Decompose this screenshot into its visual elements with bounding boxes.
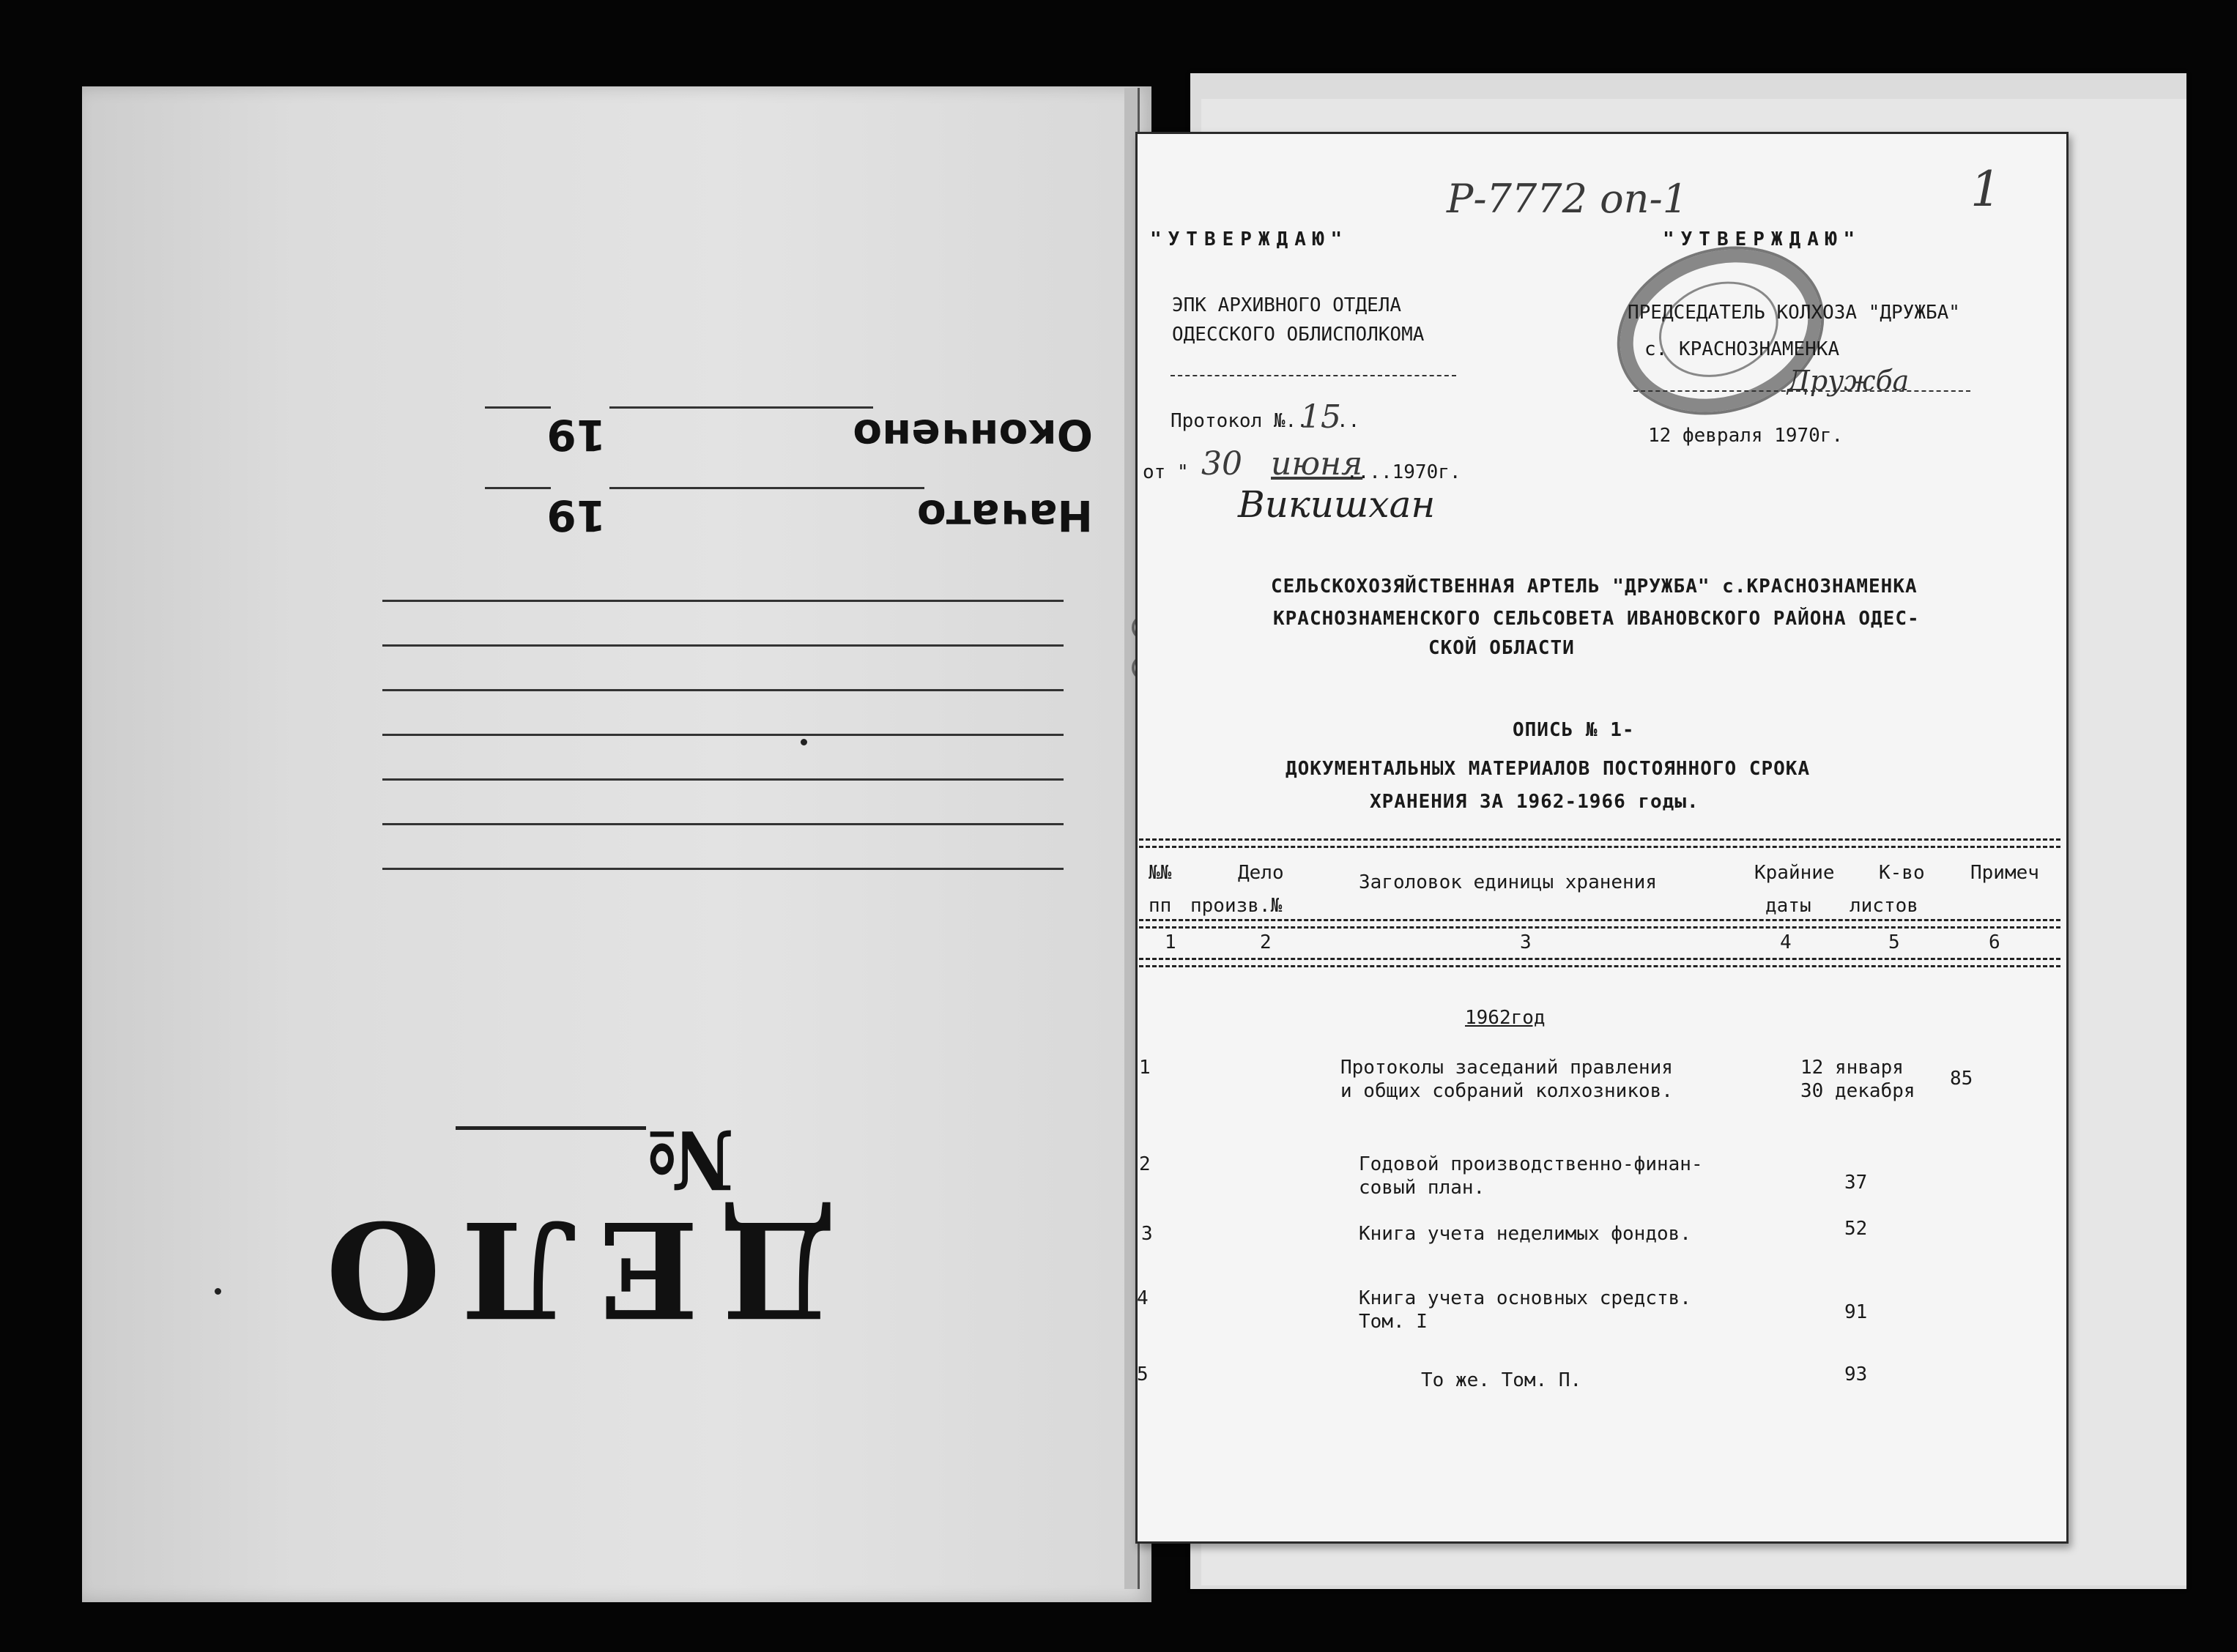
row-title-cont: Том. I: [1359, 1311, 1428, 1333]
sheet-number: 1: [1970, 161, 2001, 217]
col-number: 5: [1888, 931, 1900, 953]
col-title-header: Заголовок единицы хранения: [1359, 871, 1657, 893]
table-top-rule: [1139, 838, 2060, 848]
approve-left: "УТВЕРЖДАЮ": [1150, 228, 1349, 250]
cover-mark: [801, 739, 807, 745]
col-sheets-header-sub: листов: [1850, 895, 1918, 917]
col-case-header-sub: произв.№: [1190, 895, 1283, 917]
right-signature-line: [1633, 390, 1970, 392]
col-num-header-sub: пп: [1149, 895, 1172, 917]
row-title: Протоколы заседаний правления: [1340, 1057, 1673, 1079]
approve-right: "УТВЕРЖДАЮ": [1663, 228, 1862, 250]
left-org-line1: ЭПК АРХИВНОГО ОТДЕЛА: [1172, 294, 1402, 316]
date-month: июня: [1271, 445, 1363, 483]
archive-note: Р-7772 оп-1: [1447, 176, 1688, 222]
row-title: Книга учета неделимых фондов.: [1359, 1223, 1691, 1245]
cover-started-year-line: [485, 487, 551, 489]
col-number: 2: [1260, 931, 1272, 953]
cover-finished-year-line: [485, 406, 551, 409]
cover-line: [382, 868, 1064, 870]
row-sheets: 91: [1844, 1301, 1868, 1323]
col-number: 1: [1165, 931, 1176, 953]
cover-finished-label: Окончено: [853, 410, 1093, 460]
cover-line: [382, 778, 1064, 781]
table-numbers-rule: [1139, 958, 2060, 967]
opis-subtitle1: ДОКУМЕНТАЛЬНЫХ МАТЕРИАЛОВ ПОСТОЯННОГО СРОКА: [1286, 758, 1811, 780]
right-org-line2: с. КРАСНОЗНАМЕНКА: [1644, 338, 1840, 360]
row-sheets: 85: [1950, 1068, 1973, 1090]
table-header-rule: [1139, 919, 2060, 929]
row-number: 4: [1137, 1287, 1149, 1309]
date-day: 30: [1201, 445, 1242, 483]
row-sheets: 93: [1844, 1363, 1868, 1385]
col-dates-header: Крайние: [1754, 862, 1835, 884]
date-suffix: ....1970г.: [1346, 461, 1461, 483]
cover-mark: [215, 1288, 221, 1295]
cover-ruled-lines: [382, 557, 1064, 870]
col-sheets-header: К-во: [1879, 862, 1925, 884]
title-line1: СЕЛЬСКОХОЗЯЙСТВЕННАЯ АРТЕЛЬ "ДРУЖБА" с.КРАСНОЗНАМЕНКА: [1271, 576, 1918, 598]
seal-inner-ring: [1647, 267, 1791, 392]
row-title: Годовой производственно-финан-: [1359, 1153, 1703, 1175]
row-sheets: 52: [1844, 1218, 1868, 1240]
col-number: 3: [1520, 931, 1532, 953]
row-title-cont: и общих собраний колхозников.: [1340, 1080, 1673, 1102]
cover-started-label: Начато: [916, 491, 1093, 540]
cover-started-year: 19: [546, 491, 606, 540]
row-number: 5: [1137, 1363, 1149, 1385]
col-number: 6: [1989, 931, 2000, 953]
cover-line: [382, 644, 1064, 647]
right-org-line1: ПРЕДСЕДАТЕЛЬ КОЛХОЗА "ДРУЖБА": [1628, 302, 1960, 324]
left-signature: Викишхан: [1238, 483, 1436, 526]
left-org-line2: ОДЕССКОГО ОБЛИСПОЛКОМА: [1172, 324, 1425, 346]
cover-finished-line: [609, 406, 873, 409]
cover-rotated-content: [82, 86, 1151, 1602]
right-signature: Дружба: [1787, 365, 1910, 397]
cover-line: [382, 734, 1064, 736]
date-prefix: от ": [1143, 461, 1189, 483]
cover-line: [382, 689, 1064, 691]
row-number: 1: [1139, 1057, 1151, 1079]
year-heading: 1962год: [1465, 1007, 1546, 1029]
protocol-dots: ..: [1337, 410, 1360, 432]
col-num-header: №№: [1149, 862, 1172, 884]
row-title: То же. Том. П.: [1421, 1369, 1582, 1391]
title-line2: КРАСНОЗНАМЕНСКОГО СЕЛЬСОВЕТА ИВАНОВСКОГО РАЙОНА ОДЕС-: [1273, 608, 1920, 630]
row-date-end: 30 декабря: [1800, 1080, 1915, 1102]
row-number: 2: [1139, 1153, 1151, 1175]
row-date-start: 12 января: [1800, 1057, 1904, 1079]
col-dates-header-sub: даты: [1765, 895, 1811, 917]
col-number: 4: [1780, 931, 1792, 953]
opis-heading: ОПИСЬ № 1-: [1513, 719, 1635, 741]
cover-number-line: [456, 1126, 646, 1130]
cover-title: ДЕЛО: [305, 1191, 836, 1346]
row-sheets: 37: [1844, 1172, 1868, 1194]
col-case-header: Дело: [1238, 862, 1284, 884]
row-title-cont: совый план.: [1359, 1177, 1485, 1199]
right-date: 12 февраля 1970г.: [1648, 425, 1844, 447]
protocol-label: Протокол №..: [1171, 410, 1308, 432]
title-line3: СКОЙ ОБЛАСТИ: [1428, 637, 1575, 659]
cover-number-label: №: [646, 1112, 734, 1207]
protocol-number: 15: [1300, 398, 1341, 436]
cover-line: [382, 600, 1064, 602]
opis-subtitle2: ХРАНЕНИЯ ЗА 1962-1966 годы.: [1370, 791, 1699, 813]
folder-cover: [82, 86, 1151, 1602]
row-number: 3: [1141, 1223, 1153, 1245]
cover-finished-year: 19: [546, 410, 606, 460]
cover-started-line: [609, 487, 924, 489]
row-title: Книга учета основных средств.: [1359, 1287, 1691, 1309]
cover-line: [382, 823, 1064, 825]
col-note-header: Примеч: [1970, 862, 2039, 884]
left-org-rule: [1171, 375, 1456, 376]
